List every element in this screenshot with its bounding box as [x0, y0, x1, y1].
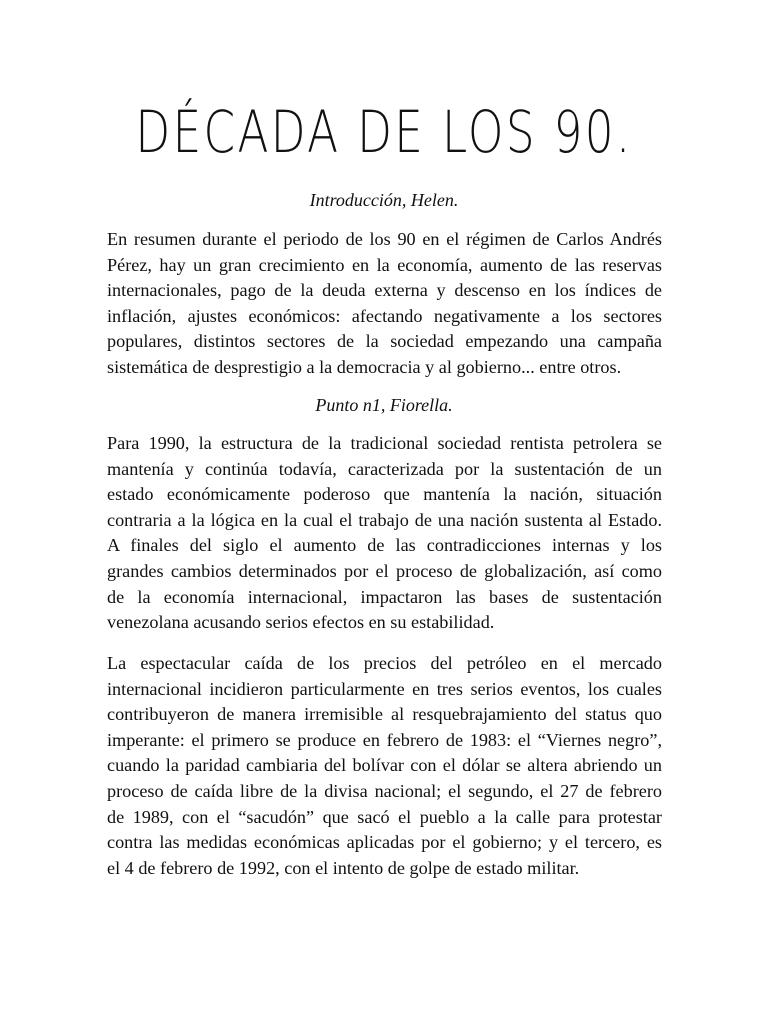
text-line: En resumen durante el periodo de los 90 en el régimen de Carlos Andrés: [107, 229, 662, 249]
text-line: contribuyeron de manera irremisible al resquebrajamiento del status quo: [107, 704, 662, 725]
section-heading-introduccion: Introducción, Helen.: [309, 190, 459, 210]
text-line: imperante: el primero se produce en febrero de 1983: el “Viernes negro”,: [107, 729, 662, 750]
text-line: venezolana acusando serios efectos en su estabilidad.: [107, 612, 495, 633]
text-line: contraria a la lógica en la cual el trabajo de una nación sustenta al Estado.: [107, 509, 662, 530]
text-line: sistemática de desprestigio a la democracia y al gobierno... entre otros.: [107, 356, 622, 377]
paragraph-introduccion: [107, 227, 662, 381]
text-line: mantenía y continúa todavía, caracterizada por la sustentación de un: [107, 458, 662, 479]
text-line: contra las medidas económicas aplicadas por el gobierno; y el tercero, es: [107, 832, 662, 853]
text-line: proceso de caída libre de la divisa nacional; el segundo, el 27 de febrero: [107, 780, 662, 801]
text-line: Pérez, hay un gran crecimiento en la economía, aumento de las reservas: [107, 254, 662, 275]
text-line: grandes cambios determinados por el proceso de globalización, así como: [107, 560, 662, 581]
text-line: de 1989, con el “sacudón” que sacó el pueblo a la calle para protestar: [107, 806, 662, 827]
text-line: cuando la paridad cambiaria del bolívar con el dólar se altera abriendo un: [107, 755, 662, 776]
text-line: La espectacular caída de los precios del petróleo en el mercado: [107, 653, 662, 673]
text-line: de la economía internacional, impactaron las bases de sustentación: [107, 586, 662, 607]
text-line: el 4 de febrero de 1992, con el intento de golpe de estado militar.: [107, 857, 580, 878]
text-line: internacional incidieron particularmente en tres serios eventos, los cuales: [107, 678, 662, 699]
text-line: internacionales, pago de la deuda externa y descenso en los índices de: [107, 280, 662, 301]
text-line: inflación, ajustes económicos: afectando negativamente a los sectores: [107, 305, 662, 326]
section-heading-punto-n1: Punto n1, Fiorella.: [315, 395, 453, 415]
text-line: A finales del siglo el aumento de las contradicciones internas y los: [107, 535, 662, 556]
text-line: Para 1990, la estructura de la tradicional sociedad rentista petrolera se: [107, 433, 662, 453]
paragraph-punto-n1-2: [107, 651, 662, 881]
page-title: DÉCADA DE LOS 90.: [135, 98, 633, 166]
text-line: populares, distintos sectores de la sociedad empezando una campaña: [107, 331, 662, 352]
paragraph-punto-n1-1: [107, 431, 662, 636]
text-line: estado económicamente poderoso que mantenía la nación, situación: [107, 484, 662, 505]
